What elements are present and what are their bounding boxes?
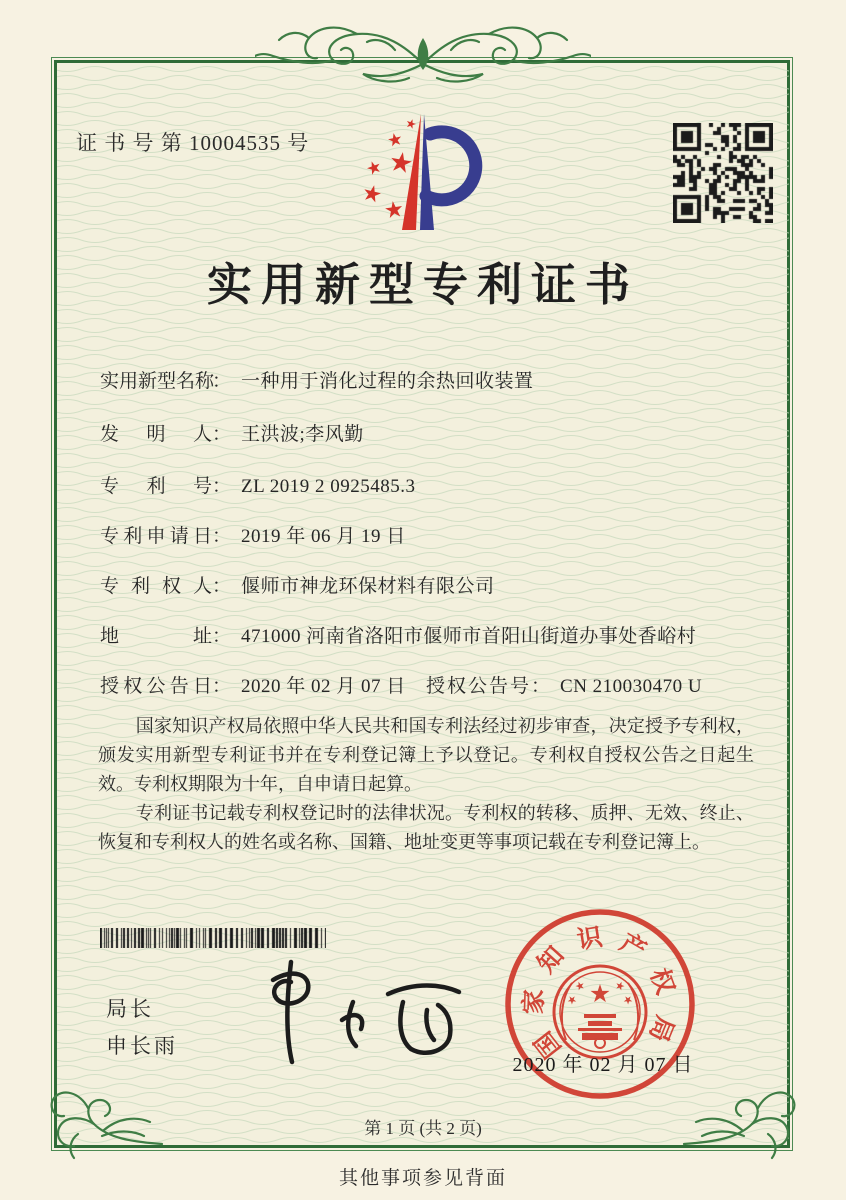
- field-row-inventor: [100, 419, 760, 447]
- legal-paragraph: 国家知识产权局依照中华人民共和国专利法经过初步审查，决定授予专利权，颁发实用新型专利证书并在专利登记簿上予以登记。专利权自授权公告之日起生效。专利权期限为十年，自申请日起算。: [98, 716, 754, 794]
- field-colon: ：: [212, 424, 232, 445]
- field-label: 授权公告日: [100, 676, 212, 697]
- field-label: 发明人: [100, 424, 212, 445]
- logo-spire-red: [402, 114, 421, 230]
- field-value: 王洪波;李风勤: [241, 424, 364, 445]
- field-colon: ：: [212, 526, 232, 547]
- field-row-patentee: [100, 571, 760, 599]
- cnipa-logo: [352, 110, 497, 235]
- qr-code: [673, 123, 773, 223]
- field-colon: ：: [531, 676, 551, 697]
- certificate-title: 实用新型专利证书: [206, 260, 639, 310]
- field-value: 一种用于消化过程的余热回收装置: [241, 371, 534, 392]
- national-emblem: [554, 966, 646, 1058]
- field-grant-number: [426, 671, 702, 698]
- field-label: 实用新型名称: [100, 371, 215, 392]
- field-row-patent-number: [100, 471, 760, 499]
- svg-text:识: 识: [575, 924, 605, 955]
- svg-text:家: 家: [520, 988, 549, 1015]
- seal-date: 2020 年 02 月 07 日: [512, 1054, 694, 1076]
- svg-text:国: 国: [530, 1026, 567, 1063]
- field-row-grant-date: [100, 671, 760, 699]
- field-label: 授权公告号: [426, 676, 532, 697]
- field-colon: ：: [212, 676, 232, 697]
- legal-text: [98, 712, 754, 857]
- svg-text:局: 局: [643, 1011, 678, 1046]
- director-title: 局长: [106, 997, 154, 1021]
- top-flourish-ornament: [255, 6, 591, 102]
- field-value: ZL 2019 2 0925485.3: [241, 476, 416, 497]
- field-colon: ：: [212, 576, 232, 597]
- field-row-address: [100, 621, 760, 649]
- field-value: 2019 年 06 月 19 日: [241, 526, 406, 547]
- field-value: 471000 河南省洛阳市偃师市首阳山街道办事处香峪村: [241, 626, 697, 647]
- svg-text:知: 知: [532, 941, 570, 979]
- field-label: 专利申请日: [100, 526, 212, 547]
- field-colon: ：: [212, 371, 232, 392]
- director-signature: [235, 952, 470, 1067]
- field-colon: ：: [212, 626, 232, 647]
- certificate-number: 证 书 号 第 10004535 号: [76, 131, 310, 155]
- legal-paragraph: 专利证书记载专利权登记时的法律状况。专利权的转移、质押、无效、终止、恢复和专利权人的姓名或名称、国籍、地址变更等事项记载在专利登记簿上。: [98, 803, 754, 852]
- field-value: 2020 年 02 月 07 日: [241, 676, 406, 697]
- field-value: CN 210030470 U: [560, 676, 703, 697]
- field-row-utility-model-name: [100, 366, 760, 394]
- barcode: [100, 928, 326, 948]
- svg-text:产: 产: [615, 929, 651, 966]
- field-label: 专利权人: [100, 576, 212, 597]
- svg-text:权: 权: [644, 965, 679, 998]
- field-colon: ：: [212, 476, 232, 497]
- director-name: 申长雨: [106, 1034, 178, 1058]
- field-row-filing-date: [100, 521, 760, 549]
- page-indicator: 第 1 页 (共 2 页): [364, 1119, 482, 1138]
- field-label: 地址: [100, 626, 212, 647]
- field-value: 偃师市神龙环保材料有限公司: [241, 576, 495, 597]
- back-side-note: 其他事项参见背面: [338, 1168, 507, 1189]
- field-label: 专利号: [100, 476, 212, 497]
- logo-p-bowl: [426, 132, 476, 200]
